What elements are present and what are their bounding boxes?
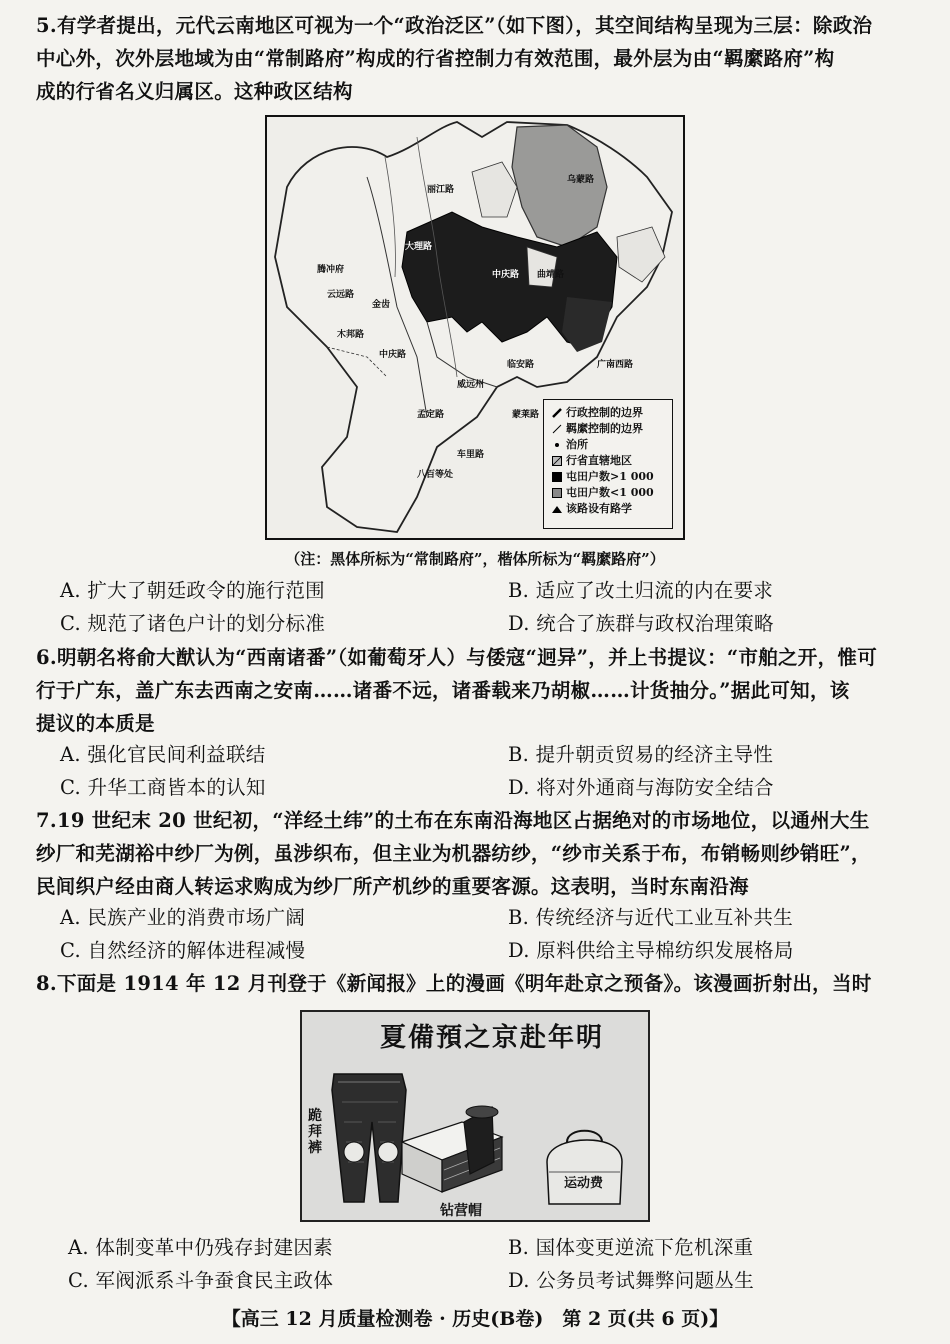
- legend-thick-line-icon: [552, 408, 562, 418]
- legend-thin-line-icon: [552, 424, 562, 434]
- legend-dot-icon: [552, 440, 562, 450]
- q6-stem-line1: 6.明朝名将俞大猷认为“西南诸番”（如葡萄牙人）与倭寇“迥异”，并上书提议：“市舶之开，惟可: [36, 646, 877, 669]
- q8-option-a[interactable]: A. 体制变革中仍残存封建因素: [68, 1236, 333, 1259]
- legend-row-direct: [552, 454, 632, 468]
- q6-stem-line3: 提议的本质是: [36, 712, 155, 735]
- q8-option-d[interactable]: D. 公务员考试舞弊问题丛生: [508, 1269, 755, 1292]
- cartoon-label-pants: 跪拜裤: [308, 1108, 322, 1156]
- q5-stem-line1: 5.有学者提出，元代云南地区可视为一个“政治泛区”（如下图），其空间结构呈现为三层：除政治: [36, 14, 873, 37]
- q7-option-b[interactable]: B. 传统经济与近代工业互补共生: [508, 906, 794, 929]
- map-label-mengding: 孟定路: [417, 410, 445, 420]
- q5-stem-line3: 成的行省名义归属区。这种政区结构: [36, 80, 353, 103]
- q7-stem-line2: 纱厂和芜湖裕中纱厂为例，虽涉织布，但主业为机器纺纱，“纱市关系于布，布销畅则纱销旺”，: [36, 842, 871, 865]
- cartoon-label-hat: 钻营帽: [440, 1203, 482, 1219]
- map-label-dali: 大理路: [405, 242, 433, 252]
- map-label-jinchi: 金齿: [372, 300, 391, 310]
- q8-option-c[interactable]: C. 军阀派系斗争蚕食民主政体: [68, 1269, 334, 1292]
- legend-row-school: [552, 502, 632, 516]
- map-label-qujing: 曲靖路: [537, 270, 565, 280]
- map-label-lijiang: 丽江路: [427, 185, 455, 195]
- q5-option-d[interactable]: D. 统合了族群与政权治理策略: [508, 612, 774, 635]
- q8-cartoon: [300, 1010, 650, 1222]
- q5-option-a[interactable]: A. 扩大了朝廷政令的施行范围: [60, 579, 325, 602]
- map-label-babai: 八百等处: [417, 470, 454, 480]
- map-label-linan: 临安路: [507, 360, 535, 370]
- map-label-yunyuan: 云远路: [327, 290, 355, 300]
- q7-stem-line3: 民间织户经由商人转运求购成为纱厂所产机纱的重要客源。这表明，当时东南沿海: [36, 875, 749, 898]
- q6-option-a[interactable]: A. 强化官民间利益联结: [60, 743, 266, 766]
- legend-label: 行政控制的边界: [566, 406, 643, 419]
- legend-label: 治所: [566, 438, 588, 451]
- legend-label: 屯田户数>1 000: [566, 470, 654, 483]
- q5-option-b[interactable]: B. 适应了改土归流的内在要求: [508, 579, 774, 602]
- q7-option-c[interactable]: C. 自然经济的解体进程减慢: [60, 939, 306, 962]
- legend-label: 行省直辖地区: [566, 454, 632, 467]
- legend-gray-square-icon: [552, 488, 562, 498]
- map-label-chexli: 车里路: [457, 450, 485, 460]
- q5-map-note: （注：黑体所标为“常制路府”，楷体所标为“羁縻路府”）: [285, 550, 665, 568]
- yunnan-map: [265, 115, 685, 540]
- legend-row-tuntian-low: [552, 486, 654, 500]
- legend-row-seat: [552, 438, 588, 452]
- page-footer: 【高三 12 月质量检测卷 · 历史(B卷) 第 2 页(共 6 页)】: [221, 1308, 729, 1330]
- q7-stem-line1: 7.19 世纪末 20 世纪初，“洋经土纬”的土布在东南沿海地区占据绝对的市场地位，以通州大生: [36, 809, 870, 832]
- q7-option-d[interactable]: D. 原料供给主导棉纺织发展格局: [508, 939, 794, 962]
- q6-option-c[interactable]: C. 升华工商皆本的认知: [60, 776, 266, 799]
- cartoon-pants-drawing: [332, 1074, 406, 1202]
- legend-black-square-icon: [552, 472, 562, 482]
- map-label-mubang: 木邦路: [337, 330, 365, 340]
- q5-stem-line2: 中心外，次外层地域为由“常制路府”构成的行省控制力有效范围，最外层为由“羁縻路府”构: [36, 47, 835, 70]
- map-label-guangnan: 广南西路: [597, 360, 634, 370]
- q7-option-a[interactable]: A. 民族产业的消费市场广阔: [60, 906, 306, 929]
- legend-label: 该路设有路学: [566, 502, 632, 515]
- legend-row-admin: [552, 406, 643, 420]
- q8-stem-line1: 8.下面是 1914 年 12 月刊登于《新闻报》上的漫画《明年赴京之预备》。该漫画折射出，当时: [36, 972, 872, 995]
- q6-option-d[interactable]: D. 将对外通商与海防安全结合: [508, 776, 774, 799]
- cartoon-title: 夏備預之京赴年明: [380, 1023, 605, 1053]
- map-label-wumeng: 乌蒙路: [567, 175, 595, 185]
- q8-option-b[interactable]: B. 国体变更逆流下危机深重: [508, 1236, 754, 1259]
- cartoon-label-bag: 运动费: [564, 1176, 604, 1191]
- map-label-weiyuan: 威远州: [457, 380, 485, 390]
- map-label-menglai: 蒙莱路: [512, 410, 540, 420]
- legend-row-tuntian-high: [552, 470, 654, 484]
- map-label-tengchong: 腾冲府: [317, 265, 345, 275]
- legend-label: 羁縻控制的边界: [566, 422, 643, 435]
- legend-row-jimi: [552, 422, 643, 436]
- map-label-zhongqing: 中庆路: [492, 270, 520, 280]
- q6-stem-line2: 行于广东，盖广东去西南之安南……诸番不远，诸番载来乃胡椒……计货抽分。”据此可知，该: [36, 679, 850, 702]
- cartoon-bag-drawing: [547, 1131, 622, 1204]
- q6-option-b[interactable]: B. 提升朝贡贸易的经济主导性: [508, 743, 774, 766]
- q5-option-c[interactable]: C. 规范了诸色户计的划分标准: [60, 612, 326, 635]
- legend-school-icon: [552, 504, 562, 514]
- map-legend: [543, 399, 673, 529]
- legend-label: 屯田户数<1 000: [566, 486, 654, 499]
- legend-hatch-icon: [552, 456, 562, 466]
- map-label-zhongqinglu: 中庆路: [379, 350, 407, 360]
